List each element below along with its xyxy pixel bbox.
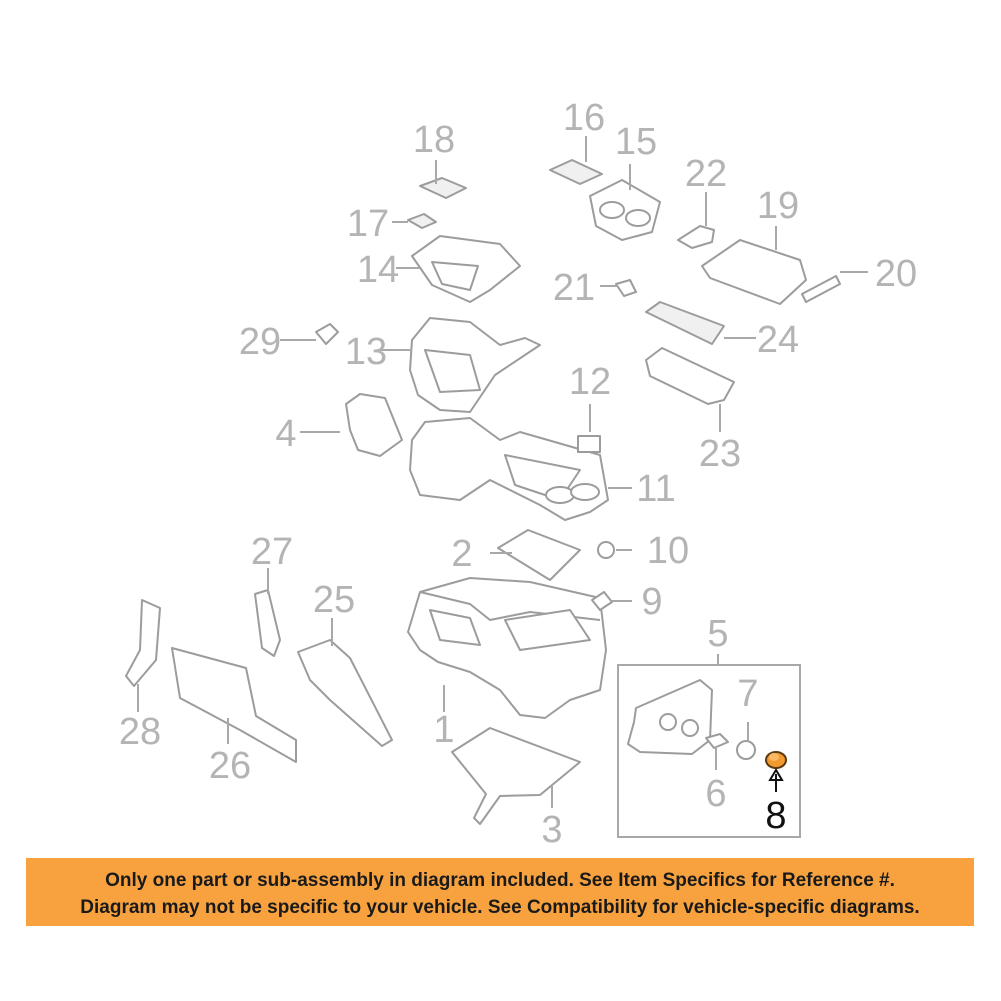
callout-8: 8 [765,795,787,837]
callout-10: 10 [646,530,690,572]
notice-banner [26,858,974,926]
part-28-trim [126,600,160,686]
part-7-ring [737,741,755,759]
callout-4: 4 [275,413,297,455]
callout-21: 21 [552,267,596,309]
part-2-mat [498,530,580,580]
callout-26: 26 [208,745,252,787]
part-6-sleeve [706,734,728,748]
callout-15: 15 [614,121,658,163]
part-1-console-base [408,578,606,718]
part-18-pad [420,178,466,198]
part-4-bracket [346,394,402,456]
part-13-bin [410,318,540,412]
part-12-plug [578,436,600,452]
callout-28: 28 [118,711,162,753]
part-5-opening-1 [660,714,676,730]
callout-13: 13 [344,331,388,373]
part-10-cap [598,542,614,558]
part-24-liner [646,302,724,344]
callout-24: 24 [756,319,800,361]
callout-7: 7 [737,673,759,715]
part-15-cupholder [590,180,660,240]
part-25-bracket [298,640,392,746]
callout-12: 12 [568,361,612,403]
part-14-tray [412,236,520,302]
callout-11: 11 [636,468,676,510]
notice-line-1: Only one part or sub-assembly in diagram included. See Item Specifics for Reference #. [105,870,895,891]
part-29-clip [316,324,338,344]
callout-2: 2 [451,533,473,575]
callout-23: 23 [698,433,742,475]
part-16-mat [550,160,602,184]
part-8-highlighted [766,752,786,768]
callout-25: 25 [312,579,356,621]
callout-19: 19 [756,185,800,227]
part-27-panel [255,590,280,656]
callout-27: 27 [250,531,294,573]
callout-6: 6 [705,773,727,815]
part-21-fastener [616,280,636,296]
callout-5: 5 [707,613,729,655]
callout-1: 1 [433,709,455,751]
part-23-tray [646,348,734,404]
part-5-opening-2 [682,720,698,736]
part-17-clip [408,214,436,228]
part-19-lid [702,240,806,304]
callout-9: 9 [641,581,663,623]
callout-16: 16 [562,97,606,139]
part-20-strip [802,276,840,302]
callout-29: 29 [238,321,282,363]
callout-18: 18 [412,119,456,161]
callout-14: 14 [356,249,400,291]
part-22-bracket [678,226,714,248]
callout-17: 17 [346,203,390,245]
part-11-console-top [410,418,608,520]
callout-3: 3 [541,809,563,851]
callout-22: 22 [684,153,728,195]
notice-line-2: Diagram may not be specific to your vehicle. See Compatibility for vehicle-specific diagrams. [80,897,920,918]
callout-20: 20 [874,253,918,295]
